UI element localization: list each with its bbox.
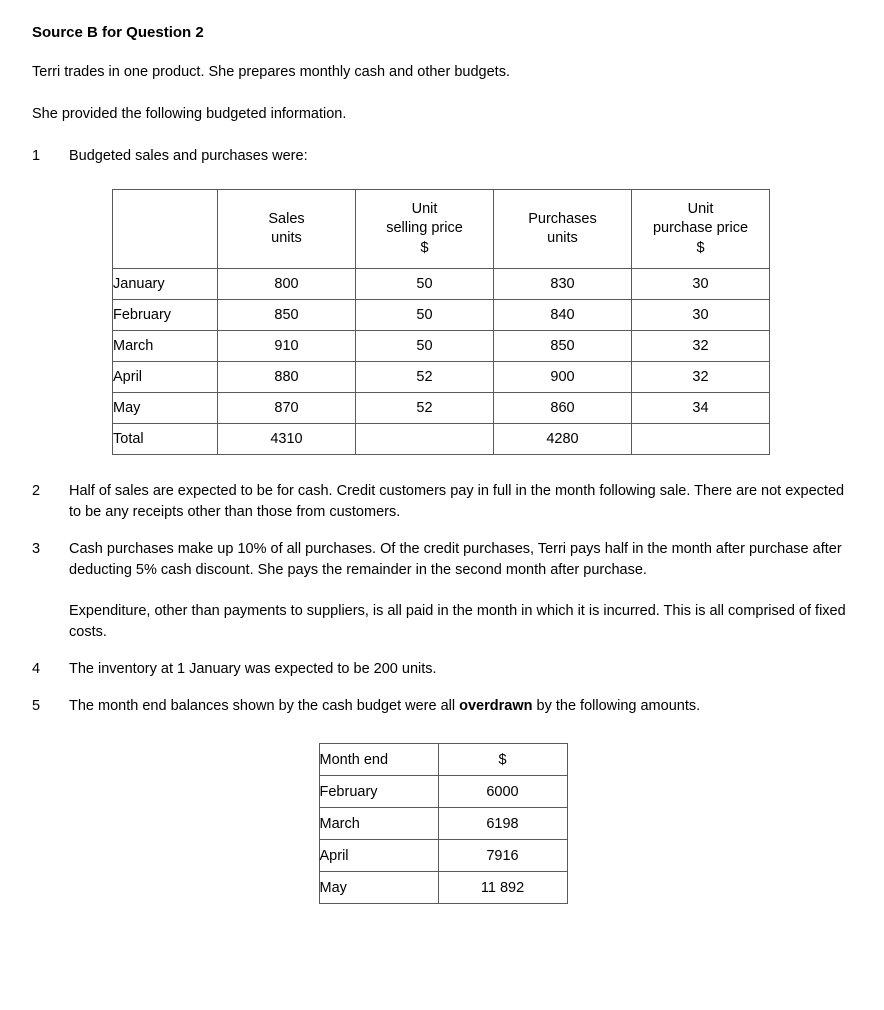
table-header-cell-sales-units <box>218 190 356 269</box>
list-item-text-after: by the following amounts. <box>532 698 701 715</box>
cell-purchases-units: 900 <box>494 362 632 393</box>
list-item-number: 3 <box>32 541 41 558</box>
list-item-body <box>69 659 854 680</box>
row-label: March <box>319 808 438 840</box>
cell-purchases-units: 830 <box>494 269 632 300</box>
table-row <box>319 808 567 840</box>
cell-sales-units: 880 <box>218 362 356 393</box>
table-header-cell-unit-purchase-price <box>632 190 770 269</box>
header-line-2: selling price <box>386 220 463 237</box>
budget-table-head <box>113 190 770 269</box>
list-item-2 <box>32 481 854 523</box>
row-label: April <box>319 840 438 872</box>
table-row <box>113 300 770 331</box>
table-row <box>113 331 770 362</box>
list-item-body <box>69 539 854 643</box>
table-header-cell-unit-selling-price <box>356 190 494 269</box>
cell-purchases-units: 860 <box>494 393 632 424</box>
cell-unit-selling-price: 50 <box>356 269 494 300</box>
cell-unit-selling-price: 50 <box>356 331 494 362</box>
cell-unit-selling-price: 50 <box>356 300 494 331</box>
header-month-end: Month end <box>319 744 438 776</box>
table-row <box>113 269 770 300</box>
header-line-1: Unit <box>687 200 714 217</box>
row-label: February <box>319 776 438 808</box>
list-item-number: 2 <box>32 483 41 500</box>
table-header-cell-blank <box>113 190 218 269</box>
row-label: January <box>113 269 218 300</box>
table-row <box>319 776 567 808</box>
list-item-text-before: The month end balances shown by the cash budget were all <box>69 698 460 715</box>
cell-unit-purchase-price: 30 <box>632 300 770 331</box>
cell-sales-units: 910 <box>218 331 356 362</box>
section-spacer <box>32 455 854 481</box>
intro-paragraph-2: She provided the following budgeted information. <box>32 105 347 122</box>
cell-purchases-units: 850 <box>494 331 632 362</box>
list-item-text: Budgeted sales and purchases were: <box>69 148 308 165</box>
list-item-text-secondary: Expenditure, other than payments to suppliers, is all paid in the month in which it is incurred. This is all comprised of fixed costs. <box>69 603 846 641</box>
intro-paragraph-1: Terri trades in one product. She prepares monthly cash and other budgets. <box>32 64 510 80</box>
row-label: March <box>113 331 218 362</box>
header-currency: $ <box>438 744 567 776</box>
header-line-2: units <box>271 230 302 247</box>
row-value: 11 892 <box>438 872 567 904</box>
table-row <box>113 393 770 424</box>
list-item-text: Half of sales are expected to be for cash. Credit customers pay in full in the month following sale. There are not expected to be any receipts other than those from customers. <box>69 483 845 521</box>
cell-unit-selling-price <box>356 424 494 455</box>
cell-sales-units: 870 <box>218 393 356 424</box>
table-row-total <box>113 424 770 455</box>
page-title: Source B for Question 2 <box>32 24 204 41</box>
row-label: Total <box>113 424 218 455</box>
table-header-cell-purchases-units <box>494 190 632 269</box>
budget-table <box>112 189 770 455</box>
list-item-text: Cash purchases make up 10% of all purchases. Of the credit purchases, Terri pays half in the month after purchase after deducting 5% cash discount. She pays the remainder in the second month after purchase. <box>69 541 842 579</box>
cell-purchases-units: 4280 <box>494 424 632 455</box>
month-end-table <box>319 743 568 904</box>
cell-unit-purchase-price: 32 <box>632 362 770 393</box>
table-header-row <box>113 190 770 269</box>
cell-sales-units: 850 <box>218 300 356 331</box>
cell-unit-purchase-price <box>632 424 770 455</box>
table-header-row <box>319 744 567 776</box>
list-item-4 <box>32 659 854 680</box>
cell-unit-selling-price: 52 <box>356 393 494 424</box>
table-row <box>319 840 567 872</box>
header-line-1: Sales <box>268 210 305 227</box>
cell-unit-selling-price: 52 <box>356 362 494 393</box>
cell-unit-purchase-price: 32 <box>632 331 770 362</box>
list-item-number: 4 <box>32 661 41 678</box>
list-item-text <box>69 696 854 717</box>
header-line-2: purchase price <box>652 220 749 237</box>
row-label: February <box>113 300 218 331</box>
header-line-1: Unit <box>411 200 438 217</box>
cell-sales-units: 800 <box>218 269 356 300</box>
budget-table-body <box>113 269 770 455</box>
list-item-emphasis: overdrawn <box>459 698 533 715</box>
list-item-1 <box>32 146 854 167</box>
month-end-table-body <box>319 744 567 904</box>
cell-unit-purchase-price: 30 <box>632 269 770 300</box>
list-item-body <box>69 481 854 523</box>
row-value: 6000 <box>438 776 567 808</box>
header-line-3: $ <box>696 239 705 256</box>
row-label: May <box>319 872 438 904</box>
row-label: April <box>113 362 218 393</box>
table-row <box>319 872 567 904</box>
header-line-1: Purchases <box>528 210 597 227</box>
list-item-3 <box>32 539 854 643</box>
list-item-body <box>69 696 854 717</box>
list-item-5 <box>32 696 854 717</box>
list-item-text: The inventory at 1 January was expected to be 200 units. <box>69 661 437 678</box>
row-value: 6198 <box>438 808 567 840</box>
cell-purchases-units: 840 <box>494 300 632 331</box>
list-item-number: 5 <box>32 698 41 715</box>
row-value: 7916 <box>438 840 567 872</box>
header-line-3: $ <box>420 239 429 256</box>
table-row <box>113 362 770 393</box>
cell-unit-purchase-price: 34 <box>632 393 770 424</box>
row-label: May <box>113 393 218 424</box>
header-line-2: units <box>547 230 578 247</box>
cell-sales-units: 4310 <box>218 424 356 455</box>
list-item-number: 1 <box>32 148 41 165</box>
list-item-body <box>69 146 854 167</box>
